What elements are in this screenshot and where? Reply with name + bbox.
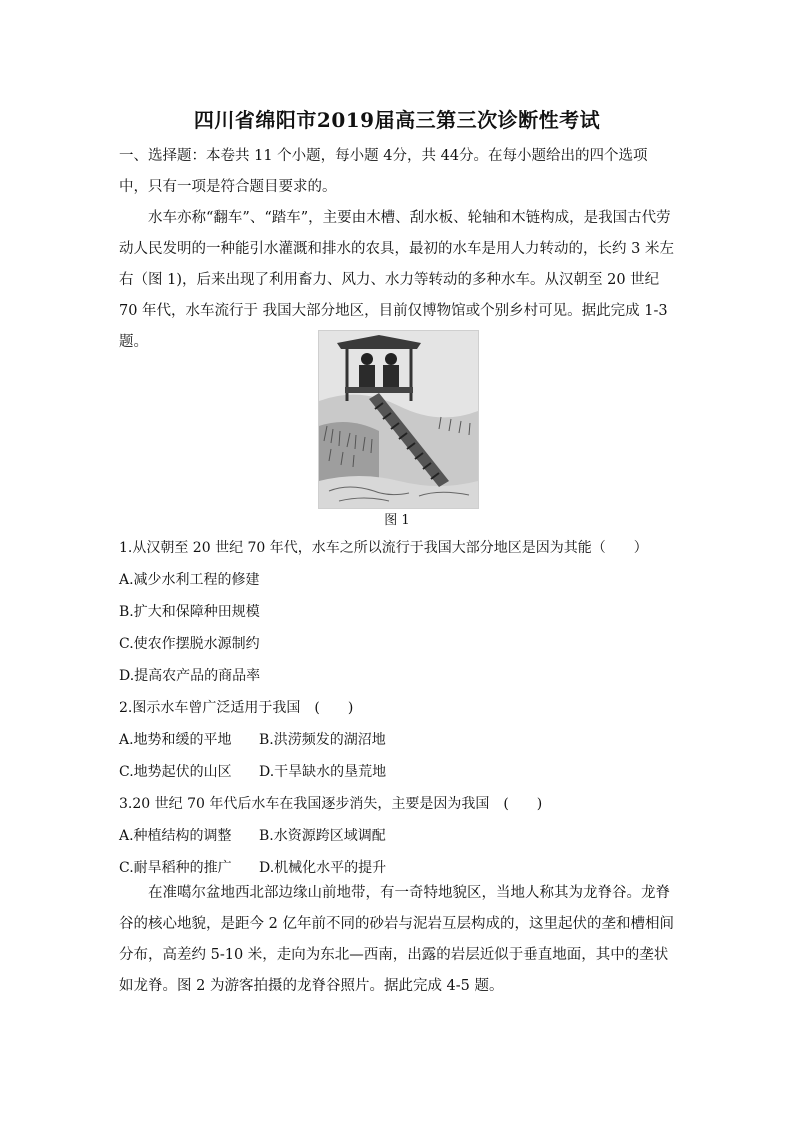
passage-1: 水车亦称“翻车”、“踏车”，主要由木槽、刮水板、轮轴和木链构成，是我国古代劳动人民发明的一种能引水灌溉和排水的农具，最初的水车是用人力转动的，长约 3 米左右（图 1)，后来出现了利用畜力、风力、水力等转动的多种水车。从汉朝至 20 世纪 70 年代，水车流行于 我国大部分地区，目前仅博物馆或个别乡村可见。据此完成 1-3 题。 [119,210,674,350]
question-3-stem: 3.20 世纪 70 年代后水车在我国逐步消失，主要是因为我国 ( ) [119,796,543,812]
question-2-stem: 2.图示水车曾广泛适用于我国 ( ) [119,700,354,716]
section-header: 一、选择题：本卷共 11 个小题，每小题 4分，共 44分。在每小题给出的四个选项中，只有一项是符合题目要求的。 [119,148,648,195]
exam-title: 四川省绵阳市2019届高三第三次诊断性考试 [193,108,601,132]
question-2-option-c: C.地势起伏的山区 [119,764,232,780]
question-3-option-b: B.水资源跨区域调配 [259,828,386,844]
question-3-option-a: A.种植结构的调整 [119,828,232,844]
question-3-option-c: C.耐旱稻种的推广 [119,860,232,876]
question-3-options-ab [119,826,386,846]
question-1-option-a: A.减少水利工程的修建 [119,572,260,588]
question-2-options-ab [119,730,386,750]
question-1-option-d: D.提高农产品的商品率 [119,668,261,684]
question-1-option-b: B.扩大和保障种田规模 [119,604,260,620]
figure-1-caption: 图 1 [384,513,410,528]
question-2-option-a: A.地势和缓的平地 [119,732,232,748]
question-3-option-d: D.机械化水平的提升 [259,860,387,876]
question-2-option-b: B.洪涝频发的湖沼地 [259,732,386,748]
question-1-stem: 1.从汉朝至 20 世纪 70 年代，水车之所以流行于我国大部分地区是因为其能（ ） [119,540,648,556]
question-3-options-cd [119,858,386,878]
waterwheel-drawing [319,331,478,508]
figure-1-waterwheel-illustration [318,330,479,509]
question-1-option-c: C.使农作摆脱水源制约 [119,636,260,652]
passage-2: 在准噶尔盆地西北部边缘山前地带，有一奇特地貌区，当地人称其为龙脊谷。龙脊谷的核心地貌，是距今 2 亿年前不同的砂岩与泥岩互层构成的，这里起伏的垄和槽相间分布，高差约 5-10 米，走向为东北—西南，出露的岩层近似于垂直地面，其中的垄状如龙脊。图 2 为游客拍摄的龙脊谷照片。据此完成 4-5 题。 [119,885,674,994]
question-2-option-d: D.干旱缺水的垦荒地 [259,764,387,780]
question-2-options-cd [119,762,386,782]
